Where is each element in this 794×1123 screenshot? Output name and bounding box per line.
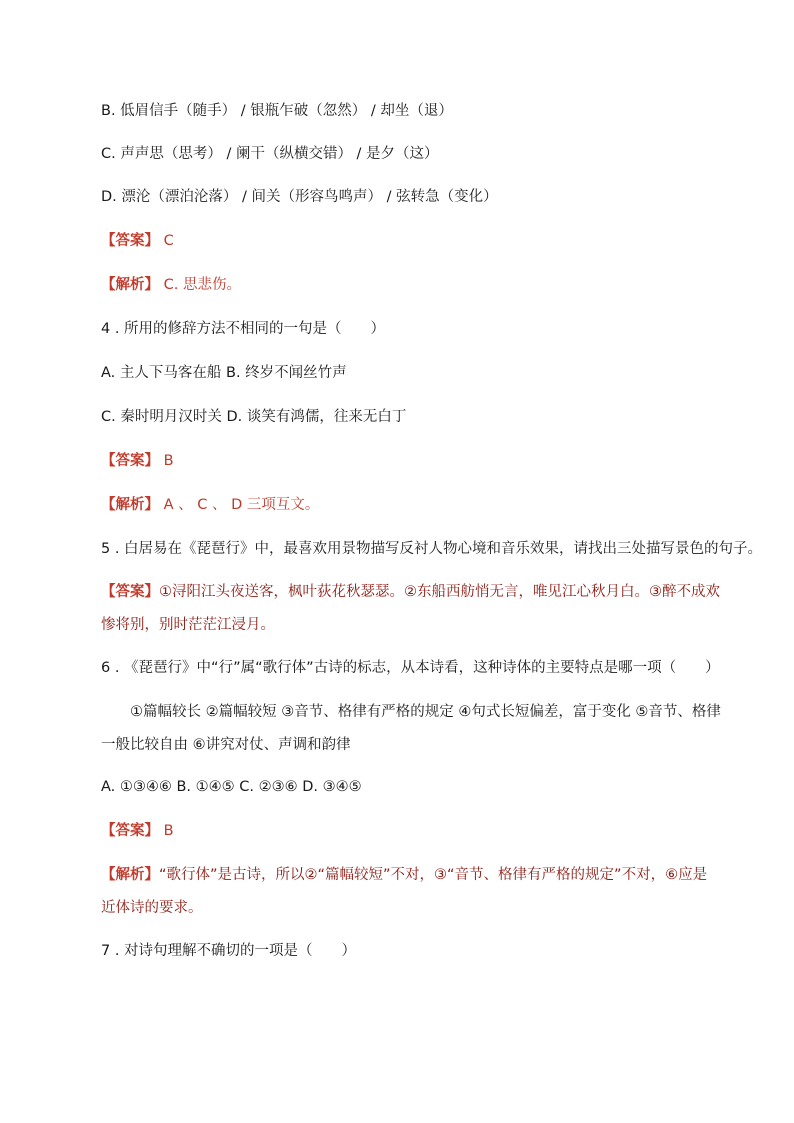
analysis-tag: 【解析】 <box>101 277 159 293</box>
q3-answer-line <box>101 225 704 258</box>
q3-analysis-line <box>101 269 704 302</box>
q3-option-c: C. 声声思（思考） / 阑干（纵横交错） / 是夕（这） <box>101 146 439 162</box>
q4-analysis-line <box>101 489 704 522</box>
q5-answer-paragraph <box>101 576 721 642</box>
q4-stem: 4 . 所用的修辞方法不相同的一句是（ ） <box>101 321 386 337</box>
analysis-tag: 【解析】 <box>101 867 159 883</box>
q6-items: ①篇幅较长 ②篇幅较短 ③音节、格律有严格的规定 ④句式长短偏差，富于变化 ⑤音节、格律一般比较自由 ⑥讲究对仗、声调和韵律 <box>101 704 721 753</box>
analysis-text: “歌行体”是古诗，所以②“篇幅较短”不对，③“音节、格律有严格的规定”不对，⑥应是近体诗的要求。 <box>101 867 708 916</box>
analysis-tag: 【解析】 <box>101 497 159 513</box>
q6-answer-line <box>101 815 704 848</box>
analysis-text: A 、 C 、 D 三项互文。 <box>163 497 320 513</box>
answer-tag: 【答案】 <box>101 453 159 469</box>
q4-answer-line <box>101 445 704 478</box>
answer-tag: 【答案】 <box>101 584 159 600</box>
answer-tag: 【答案】 <box>101 823 159 839</box>
q5-stem: 5 . 白居易在《琵琶行》中，最喜欢用景物描写反衬人物心境和音乐效果，请找出三处描写景色的句子。 <box>101 541 763 557</box>
q3-option-d: D. 漂沦（漂泊沦落） / 间关（形容鸟鸣声） / 弦转急（变化） <box>101 189 498 205</box>
analysis-text: C. 思悲伤。 <box>163 277 241 293</box>
answer-value: C <box>163 233 174 249</box>
q3-option-b: B. 低眉信手（随手） / 银瓶乍破（忽然） / 却坐（退） <box>101 103 453 119</box>
answer-value: B <box>163 453 174 469</box>
answer-tag: 【答案】 <box>101 233 159 249</box>
q6-stem: 6 . 《琵琶行》中“行”属“歌行体”古诗的标志，从本诗看，这种诗体的主要特点是哪一项（ ） <box>101 660 720 676</box>
q6-options: A. ①③④⑥ B. ①④⑤ C. ②③⑥ D. ③④⑤ <box>101 779 362 795</box>
q4-options-ab: A. 主人下马客在船 B. 终岁不闻丝竹声 <box>101 365 347 381</box>
answer-value: B <box>163 823 174 839</box>
q6-analysis-paragraph <box>101 859 721 925</box>
q7-stem: 7 . 对诗句理解不确切的一项是（ ） <box>101 943 357 959</box>
answer-value: ①浔阳江头夜送客，枫叶荻花秋瑟瑟。②东船西舫悄无言，唯见江心秋月白。③醉不成欢惨将别，别时茫茫江浸月。 <box>101 584 720 633</box>
q4-options-cd: C. 秦时明月汉时关 D. 谈笑有鸿儒，往来无白丁 <box>101 409 407 425</box>
